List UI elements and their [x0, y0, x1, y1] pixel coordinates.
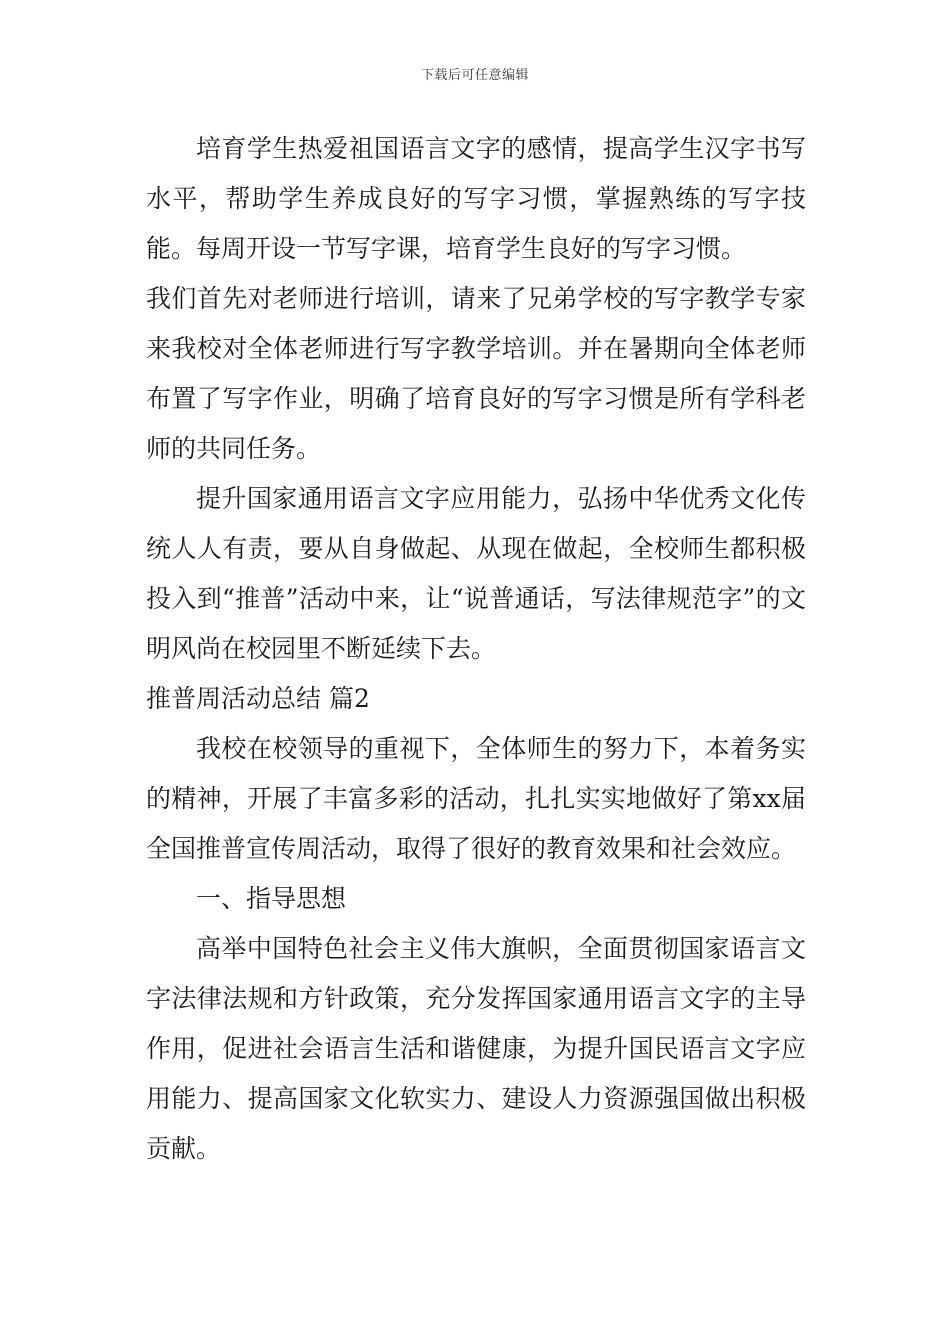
paragraph-guiding-ideology: 高举中国特色社会主义伟大旗帜，全面贯彻国家语言文字法律法规和方针政策，充分发挥国家通用语言文字的主导作用，促进社会语言生活和谐健康，为提升国民语言文字应用能力、提高国家文化软实力、建设人力资源强国做出积极贡献。 — [146, 934, 806, 1163]
document-body — [146, 124, 806, 1174]
page-header: 下载后可任意编辑 — [420, 68, 529, 83]
paragraph-teacher-training: 我们首先对老师进行培训，请来了兄弟学校的写字教学专家来我校对全体老师进行写字教学培训。并在暑期向全体老师布置了写字作业，明确了培育良好的写字习惯是所有学科老师的共同任务。 — [146, 284, 806, 463]
paragraph-writing-habits: 培育学生热爱祖国语言文字的感情，提高学生汉字书写水平，帮助学生养成良好的写字习惯，掌握熟练的写字技能。每周开设一节写字课，培育学生良好的写字习惯。 — [146, 134, 806, 263]
paragraph-intro: 我校在校领导的重视下，全体师生的努力下，本着务实的精神，开展了丰富多彩的活动，扎扎实实地做好了第xx届全国推普宣传周活动，取得了很好的教育效果和社会效应。 — [146, 734, 806, 863]
subheading-guiding-ideology: 一、指导思想 — [196, 884, 347, 913]
paragraph-responsibility: 提升国家通用语言文字应用能力，弘扬中华优秀文化传统人人有责，要从自身做起、从现在做起，全校师生都积极投入到“推普”活动中来，让“说普通话，写法律规范字”的文明风尚在校园里不断延续下去。 — [146, 484, 806, 663]
section-title: 推普周活动总结 篇2 — [146, 684, 370, 713]
